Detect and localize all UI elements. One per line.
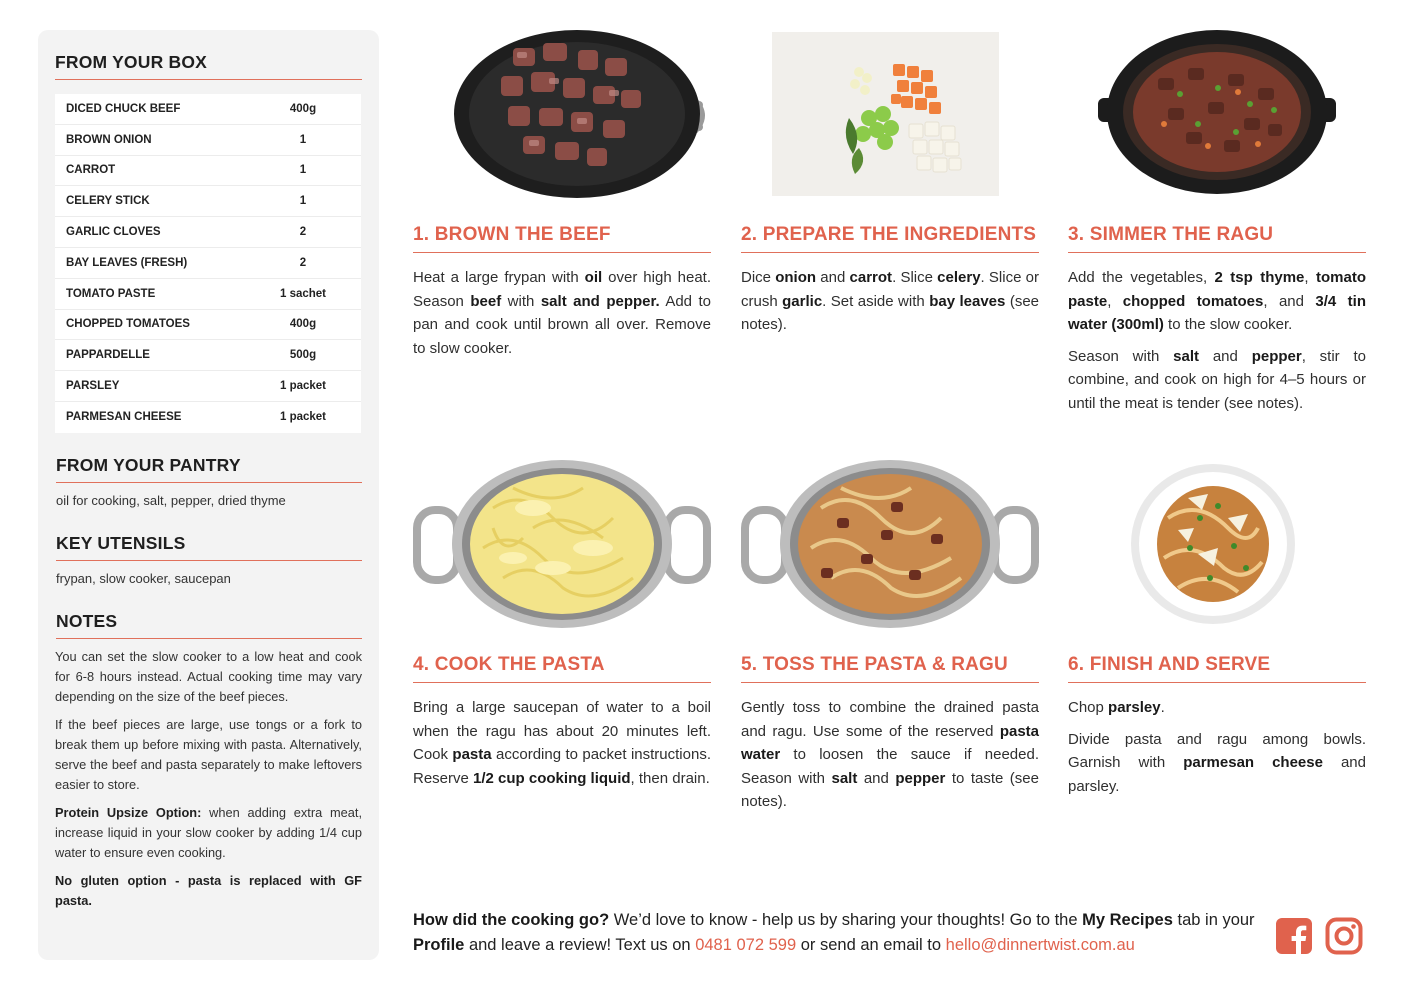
notes-section (55, 611, 362, 911)
notes-heading: NOTES (56, 611, 362, 639)
bold-text: 1/2 cup cooking liquid (473, 769, 631, 787)
table-row (55, 402, 361, 433)
table-row (55, 94, 361, 125)
utensils-heading: KEY UTENSILS (56, 533, 362, 561)
utensils-section (55, 533, 362, 589)
text: . Slice (892, 269, 938, 286)
text: over high heat. Season (413, 269, 711, 310)
profile-link[interactable]: Profile (413, 936, 465, 954)
ingredient-name: DICED CHUCK BEEF (66, 102, 181, 115)
from-your-box-heading: FROM YOUR BOX (55, 52, 362, 80)
bold-text: pepper (1251, 347, 1302, 365)
ingredient-name: PARSLEY (66, 380, 120, 393)
footer-text: tab in your (1172, 911, 1255, 929)
step-4-heading: 4. COOK THE PASTA (413, 654, 711, 683)
table-row (55, 279, 361, 310)
chopped-vegetables-image (741, 28, 1039, 198)
footer-text: or send an email to (796, 936, 946, 954)
text: Season with (1068, 347, 1174, 365)
ingredient-qty: 2 (299, 226, 307, 239)
text: , and (1263, 292, 1316, 310)
bold-text: 3/4 tin water (300ml) (1068, 292, 1366, 333)
bold-text: salt (831, 769, 858, 787)
step-5-heading: 5. TOSS THE PASTA & RAGU (741, 654, 1039, 683)
text: and (816, 269, 850, 286)
bold-text: 2 tsp thyme (1214, 269, 1305, 286)
text: and parsley. (1068, 754, 1366, 795)
table-row (55, 125, 361, 156)
table-row (55, 217, 361, 248)
text: Dice (741, 269, 776, 286)
bold-text: garlic (782, 292, 823, 310)
table-row (55, 248, 361, 279)
footer-question: How did the cooking go? (413, 911, 610, 929)
table-row (55, 310, 361, 341)
plated-pasta-image (1068, 458, 1366, 628)
step-1-body (413, 266, 711, 368)
bold-text: tomato paste (1068, 269, 1366, 310)
table-row (55, 371, 361, 402)
ingredient-qty: 1 sachet (279, 287, 327, 300)
feedback-footer (413, 908, 1263, 958)
text: and (857, 769, 896, 787)
text: with (501, 292, 541, 310)
text: , (1107, 292, 1123, 310)
text: Chop (1068, 699, 1109, 716)
pantry-heading: FROM YOUR PANTRY (56, 455, 362, 483)
pantry-text: oil for cooking, salt, pepper, dried thyme (56, 492, 286, 508)
step-5-body (741, 696, 1039, 822)
step-2-body (741, 266, 1039, 345)
table-row (55, 156, 361, 187)
bold-text: beef (470, 292, 502, 310)
step-paragraph (741, 266, 1039, 337)
bold-text: salt and pepper. (540, 292, 660, 310)
step-4-body (413, 696, 711, 798)
slow-cooker-image (1068, 28, 1366, 198)
text: according to packet instructions. Reserve (413, 746, 711, 787)
step-paragraph (413, 696, 711, 790)
bold-text: pasta water (741, 722, 1039, 763)
bold-text: oil (584, 269, 603, 286)
text: . Slice or crush (741, 269, 1039, 310)
text: to loosen the sauce if needed. Season with (741, 746, 1039, 787)
ingredient-qty: 400g (289, 102, 317, 115)
ingredient-qty: 1 packet (279, 380, 327, 393)
ingredient-qty: 400g (289, 318, 317, 331)
bold-text: carrot (849, 269, 893, 286)
text: Add the vegetables, (1068, 269, 1215, 286)
note-bold: No gluten option - pasta is replaced with GF pasta. (55, 872, 362, 908)
ingredient-name: CHOPPED TOMATOES (66, 318, 190, 331)
ingredient-name: BROWN ONION (66, 133, 152, 146)
text: Bring a large saucepan of water to a boil when the ragu has about 20 minutes left. Cook (413, 699, 711, 763)
sidebar (38, 30, 379, 960)
step-paragraph (741, 696, 1039, 814)
text: to the slow cooker. (1163, 316, 1293, 333)
note-paragraph: If the beef pieces are large, use tongs or a fork to break them up before mixing with pasta. Alternatively, serve the beef and pasta separately to make leftovers easier to store. (55, 716, 362, 792)
text: , (1304, 269, 1316, 286)
pantry-section (55, 455, 362, 511)
text: , then drain. (630, 769, 710, 787)
ingredient-name: PARMESAN CHEESE (66, 411, 182, 424)
ingredient-qty: 1 (299, 164, 307, 177)
bold-text: celery (937, 269, 981, 286)
step-6-heading: 6. FINISH AND SERVE (1068, 654, 1366, 683)
saucepan-with-pappardelle-image (413, 458, 711, 628)
ingredient-name: TOMATO PASTE (66, 287, 156, 300)
step-paragraph (1068, 696, 1366, 720)
instagram-icon[interactable] (1325, 917, 1363, 955)
ingredient-name: GARLIC CLOVES (66, 226, 161, 239)
facebook-icon[interactable] (1275, 917, 1313, 955)
text: Add to pan and cook until brown all over. Remove to slow cooker. (413, 292, 711, 357)
text: to taste (see notes). (741, 769, 1039, 810)
ingredient-name: BAY LEAVES (FRESH) (66, 256, 188, 269)
ingredient-qty: 2 (299, 256, 307, 269)
bold-text: parmesan cheese (1183, 754, 1323, 771)
step-paragraph (1068, 266, 1366, 337)
ingredient-qty: 1 (299, 133, 307, 146)
footer-text: We’d love to know - help us by sharing your thoughts! Go to the (609, 911, 1083, 929)
note-paragraph (55, 803, 362, 863)
bold-text: pepper (895, 769, 946, 787)
bold-text: bay leaves (929, 292, 1006, 310)
email-link[interactable]: hello@dinnertwist.com.au (945, 936, 1135, 954)
note-paragraph: You can set the slow cooker to a low heat and cook for 6-8 hours instead. Actual cooking time may vary depending on the size of the beef pieces. (55, 648, 362, 704)
text: and (1199, 347, 1252, 365)
step-1-heading: 1. BROWN THE BEEF (413, 224, 711, 253)
ingredient-name: CELERY STICK (66, 195, 150, 208)
table-row (55, 186, 361, 217)
text: (see notes). (741, 292, 1040, 333)
note-paragraph (55, 871, 362, 911)
text: . (1160, 699, 1165, 716)
note-text: when adding extra meat, increase liquid in your slow cooker by adding 1/4 cup water to ensure even cooking. (55, 804, 362, 860)
step-6-body (1068, 696, 1366, 806)
ingredients-table (55, 94, 361, 433)
text: Divide pasta and ragu among bowls. Garnish with (1068, 730, 1366, 771)
utensils-text: frypan, slow cooker, saucepan (56, 570, 231, 586)
text: Heat a large frypan with (413, 269, 585, 286)
my-recipes-link[interactable]: My Recipes (1082, 911, 1173, 929)
bold-text: onion (775, 269, 817, 286)
step-paragraph (1068, 728, 1366, 799)
ingredient-qty: 1 packet (279, 411, 327, 424)
step-paragraph (413, 266, 711, 360)
bold-text: parsley (1108, 699, 1161, 716)
text: . Set aside with (822, 292, 930, 310)
ingredient-qty: 500g (289, 349, 317, 362)
table-row (55, 340, 361, 371)
note-bold: Protein Upsize Option: (55, 804, 202, 820)
ingredient-qty: 1 (299, 195, 307, 208)
text: , stir to combine, and cook on high for 4–5 hours or until the meat is tender (see notes). (1068, 347, 1366, 412)
bold-text: chopped tomatoes (1122, 292, 1264, 310)
bold-text: pasta (452, 746, 492, 763)
step-paragraph (1068, 345, 1366, 416)
step-3-body (1068, 266, 1366, 423)
step-2-heading: 2. PREPARE THE INGREDIENTS (741, 224, 1039, 253)
text: Gently toss to combine the drained pasta and ragu. Use some of the reserved (741, 699, 1039, 740)
footer-text: and leave a review! Text us on (464, 936, 696, 954)
saucepan-with-pasta-and-ragu-image (741, 458, 1039, 628)
frypan-with-diced-beef-image (413, 28, 711, 198)
bold-text: salt (1173, 347, 1200, 365)
ingredient-name: CARROT (66, 164, 116, 177)
ingredient-name: PAPPARDELLE (66, 349, 150, 362)
step-3-heading: 3. SIMMER THE RAGU (1068, 224, 1366, 253)
phone-number-link[interactable]: 0481 072 599 (695, 936, 797, 954)
